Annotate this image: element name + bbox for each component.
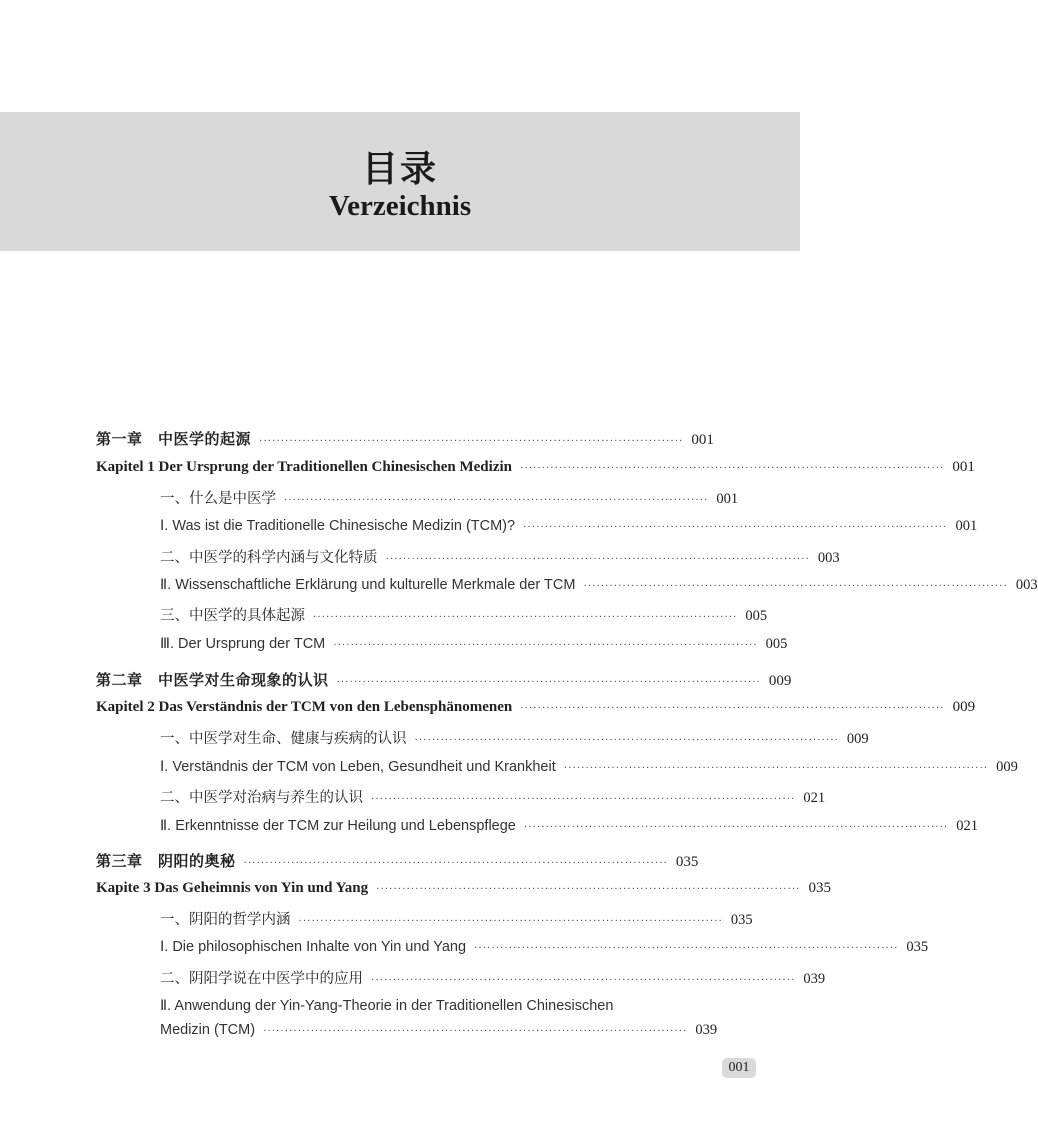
toc-entry-text: Kapitel 1 Der Ursprung der Traditionellen Chinesischen Medizin — [96, 459, 512, 475]
toc-page-number: 009 — [996, 759, 1018, 775]
toc-chapter-1-de[interactable] — [96, 455, 975, 479]
toc-page-number: 021 — [803, 790, 826, 806]
toc-page-number: 009 — [952, 699, 976, 715]
toc-entry-text: Medizin (TCM) — [160, 1022, 256, 1038]
toc-page-number: 035 — [730, 912, 753, 928]
toc-section-2-2-de[interactable] — [160, 814, 978, 838]
toc-page-number: 003 — [817, 550, 840, 566]
page-title-german: Verzeichnis — [328, 190, 472, 222]
toc-entry-text: 一、什么是中医学 — [160, 491, 276, 507]
toc-page-number: 035 — [906, 939, 929, 955]
leader-dots: ·································································································· — [376, 884, 801, 895]
toc-chapter-3-zh[interactable] — [96, 849, 699, 873]
toc-page-number: 005 — [765, 636, 788, 652]
toc-entry-text: Ⅰ. Die philosophischen Inhalte von Yin und Yang — [160, 939, 467, 955]
toc-entry-text: 一、中医学对生命、健康与疾病的认识 — [160, 731, 407, 747]
toc-chapter-2-zh[interactable] — [96, 668, 792, 692]
toc-section-1-2-de[interactable] — [160, 573, 1038, 597]
toc-entry-text: 三、中医学的具体起源 — [160, 608, 305, 624]
leader-dots: ·································································································· — [371, 794, 796, 805]
toc-entry-text: 第三章 阴阳的奥秘 — [96, 852, 236, 870]
toc-section-1-1-zh[interactable] — [160, 487, 739, 511]
toc-page-number: 035 — [675, 854, 699, 870]
toc-section-1-2-zh[interactable] — [160, 546, 840, 570]
toc-section-3-2-de-line-1[interactable]: Ⅱ. Anwendung der Yin-Yang-Theorie in der Traditionellen Chinesischen — [160, 998, 614, 1014]
toc-entry-text: 二、中医学的科学内涵与文化特质 — [160, 550, 378, 566]
toc-page-number: 001 — [716, 491, 739, 507]
leader-dots: ·································································································· — [523, 522, 948, 533]
leader-dots: ·································································································· — [414, 735, 839, 746]
leader-dots: ·································································································· — [336, 677, 761, 688]
toc-entry-text: 二、中医学对治病与养生的认识 — [160, 790, 363, 806]
leader-dots: ·································································································· — [385, 554, 810, 565]
leader-dots: ·································································································· — [523, 822, 949, 833]
leader-dots: ·································································································· — [563, 763, 989, 774]
toc-section-2-1-de[interactable] — [160, 755, 1018, 779]
toc-page-number: 003 — [1015, 577, 1038, 593]
toc-page-number: 001 — [952, 459, 975, 475]
toc-entry-text: 第二章 中医学对生命现象的认识 — [96, 671, 329, 689]
toc-section-1-1-de[interactable] — [160, 514, 978, 538]
leader-dots: ·································································································· — [474, 943, 899, 954]
toc-section-3-2-zh[interactable] — [160, 967, 826, 991]
toc-page-number: 021 — [956, 818, 978, 834]
toc-section-3-1-zh[interactable] — [160, 908, 753, 932]
toc-page-number: 009 — [768, 673, 792, 689]
leader-dots: ·································································································· — [333, 640, 758, 651]
toc-chapter-1-zh[interactable] — [96, 427, 714, 451]
toc-entry-text: 一、阴阳的哲学内涵 — [160, 912, 291, 928]
leader-dots: ·································································································· — [263, 1026, 688, 1037]
leader-dots: ·································································································· — [520, 703, 945, 714]
toc-entry-text: Kapitel 2 Das Verständnis der TCM von den Lebensphänomenen — [96, 699, 513, 715]
toc-section-1-3-zh[interactable] — [160, 604, 768, 628]
toc-section-1-3-de[interactable] — [160, 632, 788, 656]
toc-entry-text: Kapite 3 Das Geheimnis von Yin und Yang — [96, 880, 369, 896]
toc-entry-text: 二、阴阳学说在中医学中的应用 — [160, 971, 363, 987]
toc-page-number: 039 — [803, 971, 826, 987]
toc-section-2-2-zh[interactable] — [160, 786, 826, 810]
toc-section-3-1-de[interactable] — [160, 935, 929, 959]
toc-page-number: 039 — [695, 1022, 718, 1038]
leader-dots: ·································································································· — [583, 581, 1008, 592]
toc-chapter-2-de[interactable] — [96, 695, 976, 719]
toc-page-number: 001 — [955, 518, 978, 534]
toc-section-2-1-zh[interactable] — [160, 727, 869, 751]
leader-dots: ·································································································· — [313, 612, 738, 623]
page-title-chinese: 目录 — [361, 149, 438, 190]
toc-page-number: 009 — [846, 731, 869, 747]
leader-dots: ·································································································· — [243, 858, 668, 869]
leader-dots: ·································································································· — [520, 463, 945, 474]
leader-dots: ·································································································· — [371, 975, 796, 986]
toc-section-3-2-de-line-2[interactable] — [160, 1018, 718, 1042]
toc-entry-text: Ⅱ. Erkenntnisse der TCM zur Heilung und Lebenspflege — [160, 818, 516, 834]
leader-dots: ·································································································· — [259, 436, 684, 447]
page-number-badge: 001 — [722, 1058, 756, 1078]
toc-entry-text: Ⅰ. Was ist die Traditionelle Chinesische Medizin (TCM)? — [160, 518, 516, 534]
leader-dots: ·································································································· — [284, 495, 709, 506]
leader-dots: ·································································································· — [298, 916, 723, 927]
toc-entry-text: Ⅱ. Wissenschaftliche Erklärung und kulturelle Merkmale der TCM — [160, 577, 576, 593]
toc-chapter-3-de[interactable] — [96, 876, 831, 900]
toc-entry-text: Ⅲ. Der Ursprung der TCM — [160, 636, 326, 652]
toc-entry-text: 第一章 中医学的起源 — [96, 430, 252, 448]
toc-page-number: 005 — [745, 608, 768, 624]
toc-entry-text: Ⅰ. Verständnis der TCM von Leben, Gesundheit und Krankheit — [160, 759, 556, 775]
toc-page-number: 001 — [691, 432, 714, 448]
toc-page-number: 035 — [808, 880, 831, 896]
